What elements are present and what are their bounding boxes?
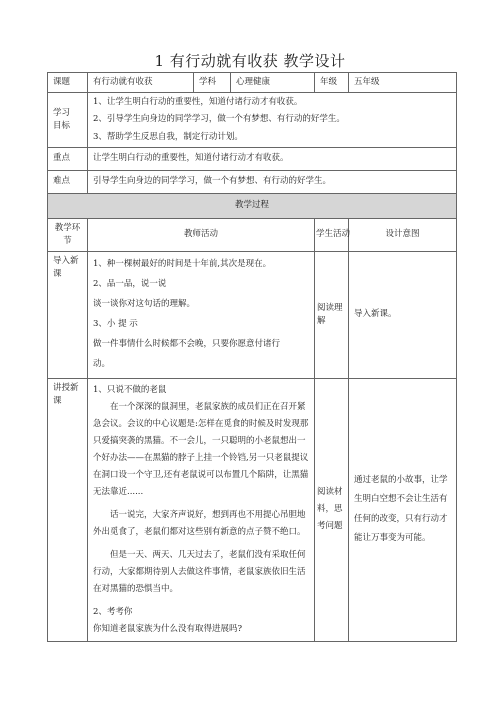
difficulty-row [48, 170, 457, 193]
goals-row [48, 93, 457, 148]
lesson-row [48, 378, 457, 641]
intro-teacher-activity [88, 252, 315, 379]
intro-line: 谈一谈你对这句话的理解。 [93, 298, 196, 309]
col-teacher-header: 教师活动 [88, 218, 315, 251]
intro-row [48, 252, 457, 379]
col-student-header: 学生活动 [315, 218, 349, 251]
goal-item: 3、帮助学生反思自我，制定行动计划。 [93, 131, 243, 142]
goal-item: 2、引导学生向身边的同学学习，做一个有梦想、有行动的好学生。 [93, 114, 345, 125]
key-point-row [48, 147, 457, 170]
grade-value: 五年级 [349, 73, 457, 93]
question-text: 你知道老鼠家族为什么没有取得进展吗? [93, 623, 243, 634]
process-header: 教学过程 [48, 193, 457, 218]
lesson-plan-table [47, 72, 457, 642]
lesson-student-line: 阅读材料，思 [317, 487, 343, 515]
subject-value: 心理健康 [231, 73, 315, 93]
goal-item: 1、让学生明白行动的重要性，知道付诸行动才有收获。 [93, 97, 303, 108]
col-stage-header: 教学环节 [48, 218, 88, 251]
difficulty-text: 引导学生向身边的同学学习，做一个有梦想、有行动的好学生。 [88, 170, 457, 193]
lesson-heading: 1、只说不做的老鼠 [93, 384, 167, 395]
course-value: 有行动就有收获 [88, 73, 194, 93]
story-paragraph: 话一说完，大家齐声说好，想到再也不用提心吊胆地外出觅食了，老鼠们都对这些别有新意的点子赞不绝口。 [93, 509, 306, 537]
lesson-teacher-activity [88, 378, 315, 641]
lesson-stage: 讲授新课 [48, 378, 88, 641]
lesson-student-line: 考问题 [317, 521, 343, 532]
goals-label-line-2: 目标 [53, 120, 71, 131]
column-header-row [48, 218, 457, 251]
question-heading: 2、考考你 [93, 606, 133, 617]
intro-line: 3、小 提 示 [93, 318, 138, 329]
grade-label: 年级 [315, 73, 349, 93]
story-paragraph: 但是一天、两天、几天过去了，老鼠们没有采取任何行动，大家都期待别人去做这件事情，老鼠家族依旧生活在对黑猫的恐惧当中。 [93, 549, 306, 594]
course-label: 课题 [48, 73, 88, 93]
intro-student-activity: 阅读理解 [315, 252, 349, 379]
intro-line: 做一件事情什么时候都不会晚，只要你愿意付诸行 [93, 338, 281, 349]
intro-intent: 导入新课。 [349, 252, 457, 379]
process-header-row [48, 193, 457, 218]
document-title: 1 有行动就有收获 教学设计 [154, 52, 346, 70]
intro-line: 动。 [93, 358, 111, 369]
lesson-student-activity [315, 378, 349, 641]
col-intent-header: 设计意图 [349, 218, 457, 251]
difficulty-label: 难点 [48, 170, 88, 193]
key-point-label: 重点 [48, 147, 88, 170]
subject-label: 学科 [194, 73, 231, 93]
goals-content [88, 93, 457, 148]
intro-line: 1、种一棵树最好的时间是十年前,其次是现在。 [93, 259, 272, 270]
goals-label-line-1: 学习 [53, 107, 71, 118]
intro-line: 2、品一品，说一说 [93, 279, 167, 289]
goals-label [48, 93, 88, 148]
key-point-text: 让学生明白行动的重要性，知道付诸行动才有收获。 [88, 147, 457, 170]
intro-stage: 导入新课 [48, 252, 88, 379]
lesson-intent: 通过老鼠的小故事，让学生明白空想不会让生活有任何的改变，只有行动才能让万事变为可能。 [349, 378, 457, 641]
info-row [48, 73, 457, 93]
story-paragraph: 在一个深深的鼠洞里，老鼠家族的成员们正在召开紧急会议。会议的中心议题是:怎样在觅食的时候及时发现那只爱搞突袭的黑猫。不一会儿，一只聪明的小老鼠想出一个好办法——在黑猫的脖子上挂一个铃铛,另一只老鼠提议在洞口设一个守卫,还有老鼠说可以布置几个陷阱，让黑猫无法靠近...... [93, 401, 309, 497]
